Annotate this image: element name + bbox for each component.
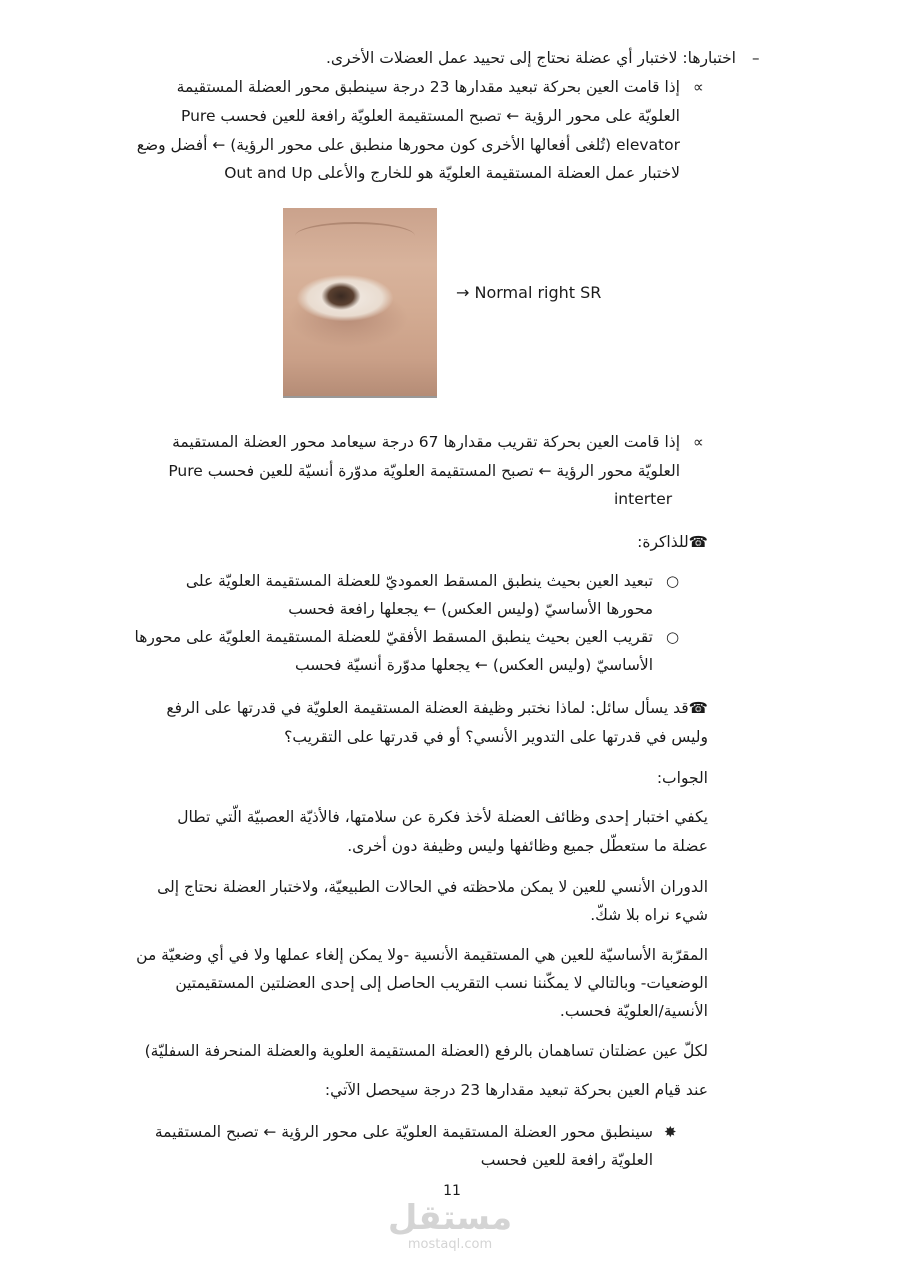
answer-line-5: المقرّبة الأساسيّة للعين هي المستقيمة الأنسية -ولا يمكن إلغاء عملها ولا في أي وضعيّة من <box>136 946 708 964</box>
answer-line-9: عند قيام العين بحركة تبعيد مقدارها 23 درجة سيحصل الآتي: <box>324 1081 708 1099</box>
answer-line-7: الأنسية/العلويّة فحسب. <box>559 1002 708 1020</box>
answer-line-6: الوضعيات- وبالتالي لا يمكّننا نسب التقريب الحاصل إلى إحدى العضلتين المستقيمتين <box>175 974 708 992</box>
memory-heading: ☎للذاكرة: <box>637 533 708 551</box>
eye-photo <box>283 208 437 398</box>
dash-bullet: – <box>752 49 760 67</box>
text-line-13: الأساسيّ (وليس العكس) ← يجعلها مدوّرة أنسيّة فحسب <box>294 656 653 674</box>
star-bullet: ✸ <box>664 1123 677 1141</box>
answer-line-1: يكفي اختبار إحدى وظائف العضلة لأخذ فكرة عن سلامتها، فالأذيّة العصبيّة الّتي تطال <box>177 808 708 826</box>
text-line-5: لاختبار عمل العضلة المستقيمة العلويّة هو للخارج والأعلى Out and Up <box>224 164 680 182</box>
text-line-3: العلويّة على محور الرؤية ← تصبح المستقيمة العلويّة رافعة للعين فحسب Pure <box>181 107 680 125</box>
text-line-6: إذا قامت العين بحركة تقريب مقدارها 67 درجة سيعامد محور العضلة المستقيمة <box>172 433 680 451</box>
text-line-11: محورها الأساسيّ (وليس العكس) ← يجعلها رافعة فحسب <box>288 600 653 618</box>
answer-line-8: لكلّ عين عضلتان تساهمان بالرفع (العضلة المستقيمة العلوية والعضلة المنحرفة السفليّة) <box>144 1042 708 1060</box>
page-number: 11 <box>443 1183 461 1199</box>
answer-line-2: عضلة ما ستعطّل جميع وظائفها وليس وظيفة دون أخرى. <box>347 837 708 855</box>
question-line-1: ☎قد يسأل سائل: لماذا نختبر وظيفة العضلة المستقيمة العلويّة في قدرتها على الرفع <box>166 699 708 717</box>
text-line-1: اختبارها: لاختبار أي عضلة نحتاج إلى تحييد عمل العضلات الأخرى. <box>325 49 736 67</box>
text-line-2: إذا قامت العين بحركة تبعيد مقدارها 23 درجة سينطبق محور العضلة المستقيمة <box>176 78 680 96</box>
answer-line-11: العلويّة رافعة للعين فحسب <box>480 1151 653 1169</box>
question-line-2: وليس في قدرتها على التدوير الأنسي؟ أو في قدرتها على التقريب؟ <box>284 728 708 746</box>
answer-heading: الجواب: <box>656 769 708 787</box>
text-line-7: العلويّة محور الرؤية ← تصبح المستقيمة العلويّة مدوّرة أنسيّة للعين فحسب Pure <box>168 462 680 480</box>
answer-line-3: الدوران الأنسي للعين لا يمكن ملاحظته في الحالات الطبيعيّة، ولاختبار العضلة نحتاج إلى <box>157 878 708 896</box>
watermark-latin: mostaql.com <box>407 1237 493 1252</box>
infinity-bullet-2: ∝ <box>693 433 704 451</box>
circle-bullet-1: ○ <box>666 572 680 590</box>
watermark <box>380 1198 520 1252</box>
text-line-4: elevator (تُلغى أفعالها الأخرى كون محورها منطبق على محور الرؤية) ← أفضل وضع <box>136 136 680 154</box>
infinity-bullet-1: ∝ <box>693 78 704 96</box>
text-line-12: تقريب العين بحيث ينطبق المسقط الأفقيّ للعضلة المستقيمة العلويّة على محورها <box>134 628 653 646</box>
circle-bullet-2: ○ <box>666 628 680 646</box>
answer-line-4: شيء نراه بلا شكّ. <box>590 906 708 924</box>
figure-caption: → Normal right SR <box>456 283 602 302</box>
text-line-10: تبعيد العين بحيث ينطبق المسقط العموديّ للعضلة المستقيمة العلويّة على <box>185 572 653 590</box>
answer-line-10: سينطبق محور العضلة المستقيمة العلويّة على محور الرؤية ← تصبح المستقيمة <box>154 1123 653 1141</box>
text-line-8: interter <box>614 490 673 508</box>
watermark-arabic: مستقل <box>387 1198 513 1238</box>
